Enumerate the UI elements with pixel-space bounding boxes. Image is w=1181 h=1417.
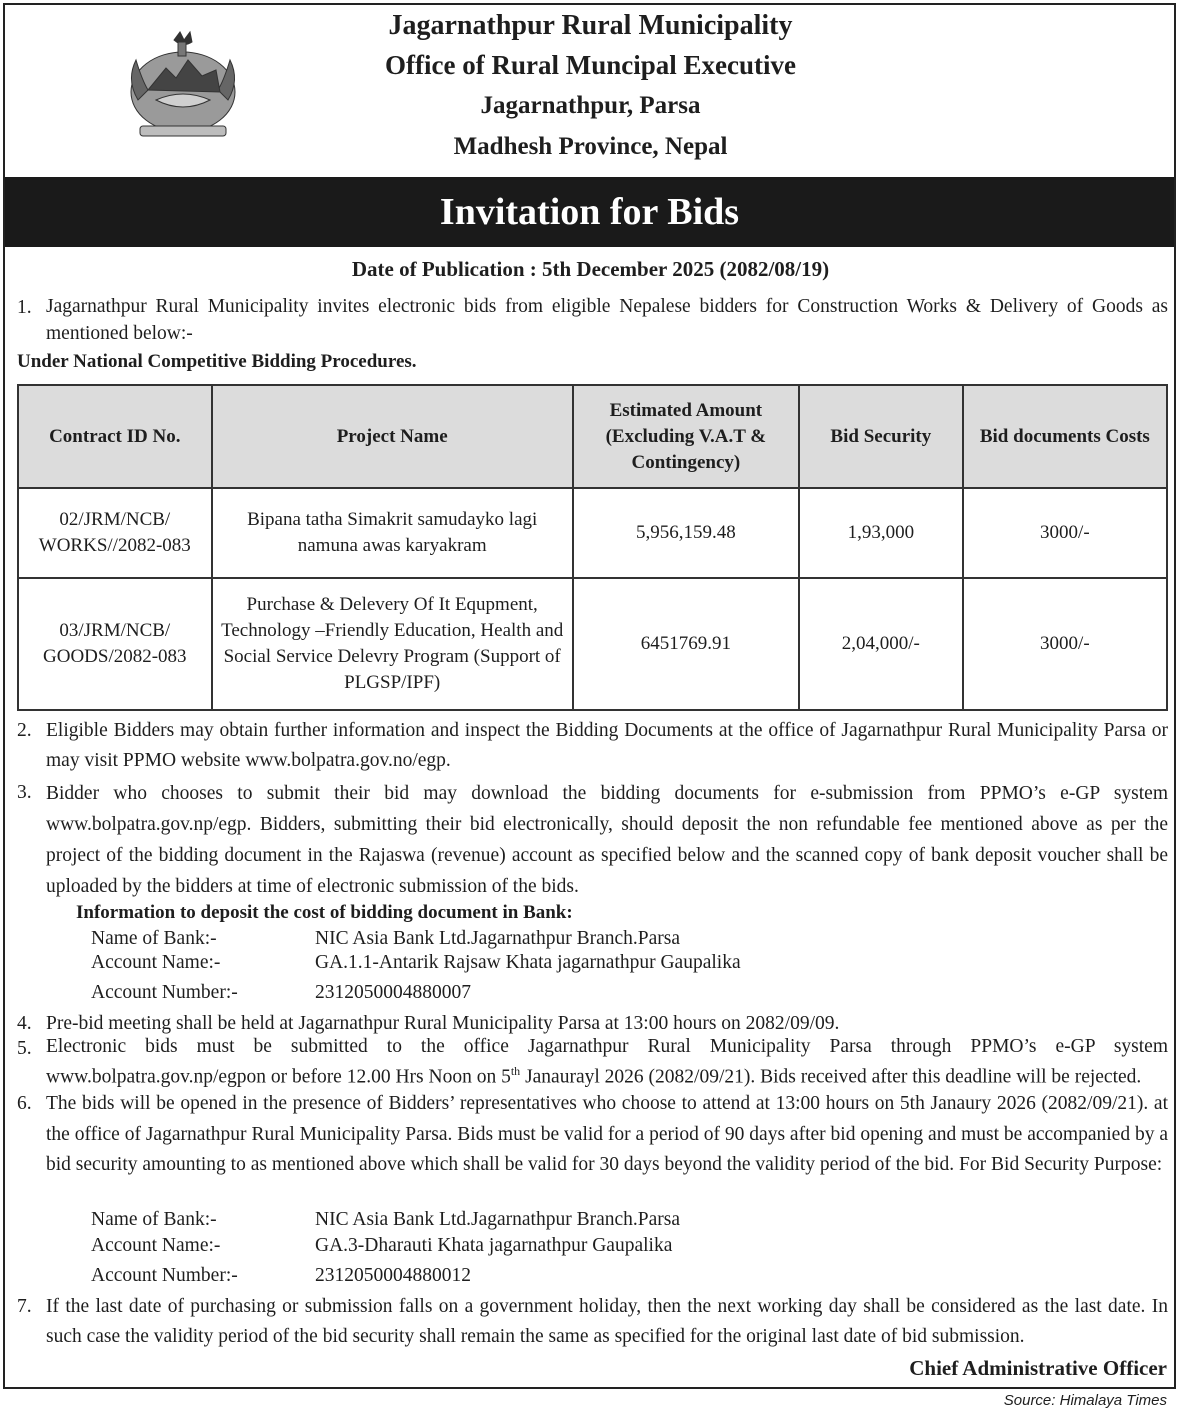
para-number: 3. — [17, 782, 32, 803]
page-title: Invitation for Bids — [5, 177, 1174, 247]
para-number: 5. — [17, 1038, 32, 1059]
col-header-bid-doc-cost: Bid documents Costs — [963, 385, 1167, 488]
publication-date: Date of Publication : 5th December 2025 (2082/08/19) — [351, 257, 830, 281]
para-number: 7. — [17, 1296, 32, 1317]
province-name: Madhesh Province, Nepal — [453, 133, 728, 160]
cost-cell: 3000/- — [963, 578, 1167, 710]
cost-cell: 3000/- — [963, 488, 1167, 578]
bank-details-security — [91, 1207, 891, 1291]
project-name-cell: Bipana tatha Simakrit samudayko lagi namuna awas karyakram — [212, 488, 573, 578]
account-name-label: Account Name:- — [91, 1235, 221, 1256]
paragraph-3: Bidder who chooses to submit their bid may download the bidding documents for e-submission from PPMO’s e-GP system www.bolpatra.gov.np/egp. Bidders, submitting their bid electronically, should deposit the non refundable fee mentioned above as per the project of the bidding document in the Rajaswa (revenue) account as specified below and the scanned copy of bank deposit voucher shall be uploaded by the bidders at time of electronic submission of the bids. — [46, 783, 1168, 897]
amount-cell: 6451769.91 — [573, 578, 799, 710]
bank-details-fee — [91, 926, 891, 1010]
procedure-heading: Under National Competitive Bidding Procedures. — [17, 351, 417, 372]
source-credit: Source: Himalaya Times — [1003, 1392, 1167, 1409]
para-number: 1. — [17, 297, 32, 318]
signature: Chief Administrative Officer — [909, 1356, 1167, 1380]
nepal-government-emblem-icon — [118, 30, 248, 142]
bank-name-value: NIC Asia Bank Ltd.Jagarnathpur Branch.Parsa — [315, 928, 680, 949]
paragraph-7: If the last date of purchasing or submission falls on a government holiday, then the next working day shall be considered as the last date. In such case the validity period of the bid security shall remain the same as specified for the original last date of bid submission. — [46, 1296, 1168, 1347]
office-name: Office of Rural Muncipal Executive — [385, 50, 796, 80]
paragraph-2: Eligible Bidders may obtain further information and inspect the Bidding Documents at the office of Jagarnathpur Rural Municipality Parsa or may visit PPMO website www.bolpatra.gov.no/egp. — [46, 720, 1168, 771]
para-number: 2. — [17, 720, 32, 741]
table-row — [18, 488, 1167, 578]
col-header-estimated-amount: Estimated Amount (Excluding V.A.T & Contingency) — [573, 385, 799, 488]
account-number-label: Account Number:- — [91, 982, 238, 1003]
bank-name-label: Name of Bank:- — [91, 1209, 217, 1230]
account-name-value: GA.3-Dharauti Khata jagarnathpur Gaupalika — [315, 1235, 673, 1256]
paragraph-5-text-a: Electronic bids must be submitted to the office Jagarnathpur Rural Municipality Parsa through PPMO’s e-GP system www.bolpatra.gov.np/egpon or before 12.00 Hrs Noon on 5 — [46, 1036, 1168, 1088]
project-name-cell: Purchase & Delevery Of It Equpment, Technology –Friendly Education, Health and Social Service Delevry Program (Support of PLGSP/IPF) — [212, 578, 573, 710]
office-location: Jagarnathpur, Parsa — [480, 92, 701, 119]
account-number-value: 2312050004880012 — [315, 1265, 471, 1286]
para-number: 4. — [17, 1013, 32, 1034]
security-cell: 1,93,000 — [799, 488, 963, 578]
table-header-row — [18, 385, 1167, 488]
col-header-contract-id: Contract ID No. — [18, 385, 212, 488]
bank-name-value: NIC Asia Bank Ltd.Jagarnathpur Branch.Parsa — [315, 1209, 680, 1230]
bank-info-heading: Information to deposit the cost of bidding document in Bank: — [76, 902, 573, 923]
account-name-value: GA.1.1-Antarik Rajsaw Khata jagarnathpur Gaupalika — [315, 952, 741, 973]
municipality-name: Jagarnathpur Rural Municipality — [388, 10, 793, 41]
security-cell: 2,04,000/- — [799, 578, 963, 710]
paragraph-6: The bids will be opened in the presence of Bidders’ representatives who choose to attend at 13:00 hours on 5th Janaury 2026 (2082/09/21). at the office of Jagarnathpur Rural Municipality Parsa. Bids must be valid for a period of 90 days after bid opening and must be accompanied by a bid security amounting to as mentioned above which shall be valid for 30 days beyond the validity period of the bid. For Bid Security Purpose: — [46, 1093, 1168, 1175]
amount-cell: 5,956,159.48 — [573, 488, 799, 578]
account-number-label: Account Number:- — [91, 1265, 238, 1286]
ordinal-suffix: th — [510, 1064, 521, 1078]
bids-table — [17, 384, 1168, 711]
intro-paragraph: Jagarnathpur Rural Municipality invites electronic bids from eligible Nepalese bidders for Construction Works & Delivery of Goods as mentioned below:- — [46, 296, 1168, 344]
table-row — [18, 578, 1167, 710]
para-number: 6. — [17, 1093, 32, 1114]
bank-name-label: Name of Bank:- — [91, 928, 217, 949]
col-header-bid-security: Bid Security — [799, 385, 963, 488]
contract-id-cell: 03/JRM/NCB/ GOODS/2082-083 — [18, 578, 212, 710]
contract-id-cell: 02/JRM/NCB/ WORKS//2082-083 — [18, 488, 212, 578]
col-header-project-name: Project Name — [212, 385, 573, 488]
paragraph-4: Pre-bid meeting shall be held at Jagarnathpur Rural Municipality Parsa at 13:00 hours on 2082/09/09. — [46, 1013, 840, 1034]
account-name-label: Account Name:- — [91, 952, 221, 973]
paragraph-5 — [46, 1034, 1168, 1090]
paragraph-5-text-b: Janaurayl 2026 (2082/09/21). Bids received after this deadline will be rejected. — [520, 1066, 1142, 1088]
account-number-value: 2312050004880007 — [315, 982, 471, 1003]
